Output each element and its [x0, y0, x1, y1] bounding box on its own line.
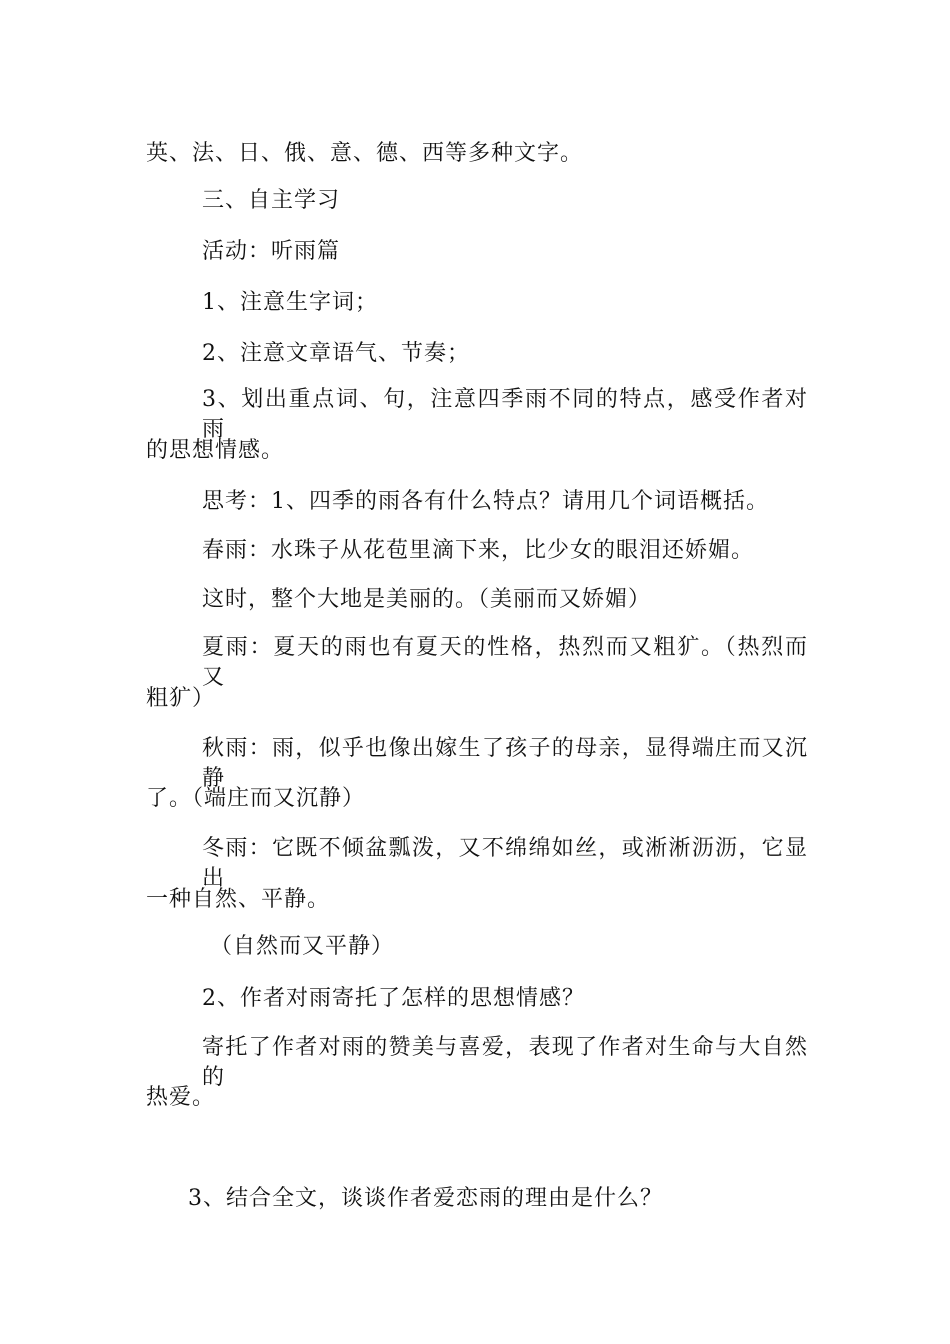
text-line: 这时，整个大地是美丽的。（美丽而又娇媚） — [202, 587, 652, 612]
text-line: 春雨：水珠子从花苞里滴下来，比少女的眼泪还娇媚。 — [202, 538, 755, 563]
list-item: 2、注意文章语气、节奏； — [202, 341, 470, 366]
section-heading: 三、自主学习 — [202, 188, 341, 213]
question-line: 2、作者对雨寄托了怎样的思想情感？ — [202, 986, 585, 1011]
text-line: 秋雨：雨，似乎也像出嫁生了孩子的母亲，显得端庄而又沉静 — [202, 736, 808, 791]
question-line: 3、结合全文，谈谈作者爱恋雨的理由是什么？ — [188, 1186, 663, 1211]
text-line: 冬雨：它既不倾盆瓢泼，又不绵绵如丝，或淅淅沥沥，它显出 — [202, 836, 808, 891]
text-line: 了。（端庄而又沉静） — [146, 786, 366, 811]
question-line: 思考：1、四季的雨各有什么特点？请用几个词语概括。 — [202, 489, 769, 514]
activity-heading: 活动：听雨篇 — [202, 239, 341, 264]
list-item: 3、划出重点词、句，注意四季雨不同的特点，感受作者对雨 — [202, 387, 808, 442]
text-line: 寄托了作者对雨的赞美与喜爱，表现了作者对生命与大自然的 — [202, 1035, 808, 1090]
text-line: 粗犷） — [146, 686, 216, 711]
list-item: 1、注意生字词； — [202, 290, 378, 315]
text-line: 一种自然、平静。 — [146, 887, 331, 912]
text-line: 热爱。 — [146, 1085, 216, 1110]
text-line: 英、法、日、俄、意、德、西等多种文字。 — [146, 141, 584, 166]
text-line: 的思想情感。 — [146, 438, 285, 463]
text-line: 夏雨：夏天的雨也有夏天的性格，热烈而又粗犷。（热烈而又 — [202, 635, 808, 690]
text-line: （自然而又平静） — [210, 934, 395, 959]
